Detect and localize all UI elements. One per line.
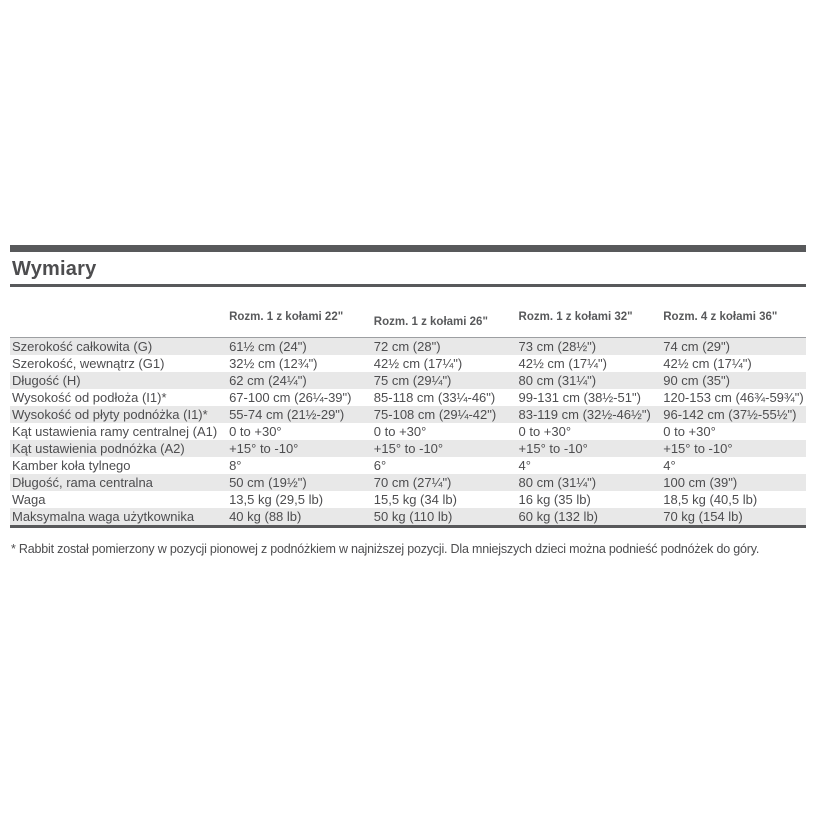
cell-value: 85-118 cm (33¼-46")	[373, 390, 496, 405]
cell-value: 61½ cm (24")	[227, 338, 372, 356]
column-header-label: Rozm. 4 z kołami 36"	[663, 311, 778, 323]
cell-value: 62 cm (24¼")	[227, 372, 372, 389]
row-label: Kąt ustawienia ramy centralnej (A1)	[12, 424, 218, 439]
cell-value: +15° to -10°	[661, 440, 806, 457]
dimensions-section	[10, 245, 806, 556]
column-header-label: Rozm. 1 z kołami 26"	[373, 316, 488, 328]
table-row	[10, 457, 806, 474]
cell-value: 0 to +30°	[229, 424, 282, 439]
cell-value: 75 cm (29¼")	[372, 372, 517, 389]
cell-value: 70 kg (154 lb)	[661, 508, 806, 527]
row-label: Kamber koła tylnego	[12, 458, 131, 473]
column-header-size1-22in	[227, 287, 372, 338]
cell-value: 4°	[663, 458, 676, 473]
row-label: Długość, rama centralna	[10, 474, 227, 491]
cell-value: 55-74 cm (21½-29")	[227, 406, 372, 423]
column-header-size1-26in	[372, 287, 517, 338]
table-row	[10, 423, 806, 440]
cell-value: 60 kg (132 lb)	[517, 508, 662, 527]
table-row	[10, 389, 806, 406]
cell-value: 73 cm (28½")	[517, 338, 662, 356]
cell-value: 32½ cm (12¾")	[229, 356, 318, 371]
cell-value: 8°	[229, 458, 242, 473]
footnote: * Rabbit został pomierzony w pozycji pionowej z podnóżkiem w najniższej pozycji. Dla mniejszych dzieci można podnieść podnóżek do góry.	[11, 542, 760, 556]
row-label: Wysokość od podłoża (I1)*	[12, 390, 167, 405]
table-row	[10, 338, 806, 356]
section-divider-bar	[10, 245, 806, 252]
table-row	[10, 474, 806, 491]
cell-value: 0 to +30°	[663, 424, 716, 439]
column-header-label: Rozm. 1 z kołami 22"	[229, 311, 344, 323]
cell-value: 120-153 cm (46¾-59¾")	[663, 390, 804, 405]
table-header-row	[10, 287, 806, 338]
row-label: Waga	[12, 492, 46, 507]
cell-value: 96-142 cm (37½-55½")	[661, 406, 806, 423]
cell-value: 90 cm (35")	[661, 372, 806, 389]
dimensions-table	[10, 287, 806, 528]
cell-value: 83-119 cm (32½-46½")	[517, 406, 662, 423]
cell-value: 18,5 kg (40,5 lb)	[663, 492, 758, 507]
cell-value: +15° to -10°	[372, 440, 517, 457]
column-header-blank	[10, 287, 227, 338]
cell-value: +15° to -10°	[517, 440, 662, 457]
cell-value: 6°	[373, 458, 387, 473]
row-label: Kąt ustawienia podnóżka (A2)	[10, 440, 227, 457]
cell-value: 15,5 kg (34 lb)	[373, 492, 457, 507]
cell-value: 42½ cm (17¼")	[373, 356, 463, 371]
row-label: Wysokość od płyty podnóżka (I1)*	[10, 406, 227, 423]
cell-value: 99-131 cm (38½-51")	[518, 390, 641, 405]
row-label: Szerokość całkowita (G)	[10, 338, 227, 356]
table-row	[10, 508, 806, 527]
table-row	[10, 372, 806, 389]
cell-value: 4°	[518, 458, 531, 473]
cell-value: +15° to -10°	[227, 440, 372, 457]
table-row	[10, 491, 806, 508]
cell-value: 50 kg (110 lb)	[372, 508, 517, 527]
cell-value: 67-100 cm (26¼-39")	[229, 390, 352, 405]
cell-value: 80 cm (31¼")	[517, 372, 662, 389]
row-label: Szerokość, wewnątrz (G1)	[12, 356, 165, 371]
cell-value: 100 cm (39")	[661, 474, 806, 491]
cell-value: 0 to +30°	[518, 424, 572, 439]
column-header-size4-36in	[661, 287, 806, 338]
section-title: Wymiary	[12, 258, 97, 280]
column-header-size1-32in	[517, 287, 662, 338]
cell-value: 16 kg (35 lb)	[518, 492, 591, 507]
cell-value: 80 cm (31¼")	[517, 474, 662, 491]
table-row	[10, 406, 806, 423]
cell-value: 42½ cm (17¼")	[663, 356, 752, 371]
column-header-label: Rozm. 1 z kołami 32"	[518, 311, 633, 323]
cell-value: 13,5 kg (29,5 lb)	[229, 492, 324, 507]
cell-value: 0 to +30°	[373, 424, 427, 439]
cell-value: 74 cm (29")	[661, 338, 806, 356]
cell-value: 70 cm (27¼")	[372, 474, 517, 491]
cell-value: 72 cm (28")	[372, 338, 517, 356]
cell-value: 40 kg (88 lb)	[227, 508, 372, 527]
table-row	[10, 355, 806, 372]
row-label: Maksymalna waga użytkownika	[10, 508, 227, 527]
cell-value: 42½ cm (17¼")	[518, 356, 607, 371]
table-row	[10, 440, 806, 457]
cell-value: 50 cm (19½")	[227, 474, 372, 491]
row-label: Długość (H)	[10, 372, 227, 389]
cell-value: 75-108 cm (29¼-42")	[372, 406, 517, 423]
